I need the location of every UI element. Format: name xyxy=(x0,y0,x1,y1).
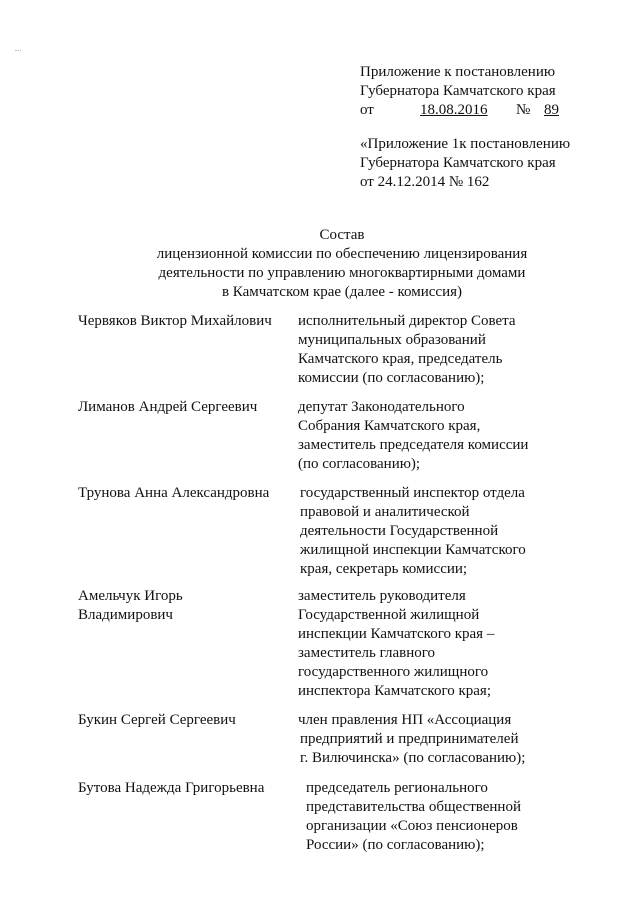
member-role-line: г. Вилючинска» (по согласованию); xyxy=(300,750,526,766)
date-prefix: от xyxy=(360,102,374,118)
member-role-line: предприятий и предпринимателей xyxy=(300,731,519,747)
member-name xyxy=(78,312,283,331)
member-role-line: представительства общественной xyxy=(306,799,521,815)
member-role xyxy=(298,398,530,474)
member-role-line: (по согласованию); xyxy=(298,456,421,472)
title-line-1: Состав xyxy=(319,227,365,243)
member-name-line: Бутова Надежда Григорьевна xyxy=(78,780,265,796)
member-role-line: государственный инспектор отдела xyxy=(300,485,525,501)
member-role xyxy=(300,484,530,579)
member-role-line: депутат Законодательного xyxy=(298,399,465,415)
member-name xyxy=(78,779,283,798)
member-role-line: член правления НП «Ассоциация xyxy=(298,712,512,728)
previous-appendix xyxy=(360,135,620,192)
member-role-line: государственного жилищного xyxy=(298,664,489,680)
member-role-line: председатель регионального xyxy=(306,780,488,796)
member-role xyxy=(298,312,530,388)
member-name-line: Владимирович xyxy=(78,607,173,623)
member-name xyxy=(78,484,283,503)
member-name xyxy=(78,711,283,730)
member-name-line: Лиманов Андрей Сергеевич xyxy=(78,399,258,415)
number-value: 89 xyxy=(544,102,559,118)
member-role-line: края, секретарь комиссии; xyxy=(300,561,468,577)
previous-appendix-line-1: «Приложение 1к постановлению xyxy=(360,136,571,152)
member-role-line: деятельности Государственной xyxy=(300,523,499,539)
member-role-line: заместитель главного xyxy=(298,645,436,661)
member-role xyxy=(306,779,542,855)
title-line-4: в Камчатском крае (далее - комиссия) xyxy=(221,284,463,300)
member-role-line: России» (по согласованию); xyxy=(306,837,485,853)
member-role-line: инспектора Камчатского края; xyxy=(298,683,491,699)
appendix-date-line xyxy=(360,101,620,120)
member-role-line: заместитель руководителя xyxy=(298,588,466,604)
member-role-line: заместитель председателя комиссии xyxy=(298,437,529,453)
scan-artifact xyxy=(15,50,21,54)
member-role-line: жилищной инспекции Камчатского xyxy=(300,542,526,558)
title-line-3: деятельности по управлению многоквартирными домами xyxy=(158,265,526,281)
member-name-line: Червяков Виктор Михайлович xyxy=(78,313,272,329)
date-value: 18.08.2016 xyxy=(420,102,488,118)
previous-appendix-line-3: от 24.12.2014 № 162 xyxy=(360,174,490,190)
member-role-line: Собрания Камчатского края, xyxy=(298,418,481,434)
member-role-line: инспекции Камчатского края – xyxy=(298,626,495,642)
appendix-header xyxy=(360,63,620,120)
member-role xyxy=(298,587,530,701)
title-line-2: лицензионной комиссии по обеспечению лицензирования xyxy=(156,246,528,262)
document-title xyxy=(0,226,640,302)
member-role-line: Государственной жилищной xyxy=(298,607,480,623)
member-role-line: правовой и аналитической xyxy=(300,504,470,520)
member-name xyxy=(78,398,283,417)
appendix-line-1: Приложение к постановлению xyxy=(360,64,556,80)
appendix-line-2: Губернатора Камчатского края xyxy=(360,83,556,99)
member-role xyxy=(298,711,530,768)
member-role-line: Камчатского края, председатель xyxy=(298,351,503,367)
member-role-line: исполнительный директор Совета xyxy=(298,313,516,329)
previous-appendix-line-2: Губернатора Камчатского края xyxy=(360,155,556,171)
member-name xyxy=(78,587,283,625)
member-role-line: муниципальных образований xyxy=(298,332,486,348)
member-role-line: организации «Союз пенсионеров xyxy=(306,818,518,834)
member-role-line: комиссии (по согласованию); xyxy=(298,370,485,386)
member-name-line: Трунова Анна Александровна xyxy=(78,485,270,501)
member-name-line: Букин Сергей Сергеевич xyxy=(78,712,236,728)
number-sign: № xyxy=(516,102,531,118)
member-name-line: Амельчук Игорь xyxy=(78,588,183,604)
